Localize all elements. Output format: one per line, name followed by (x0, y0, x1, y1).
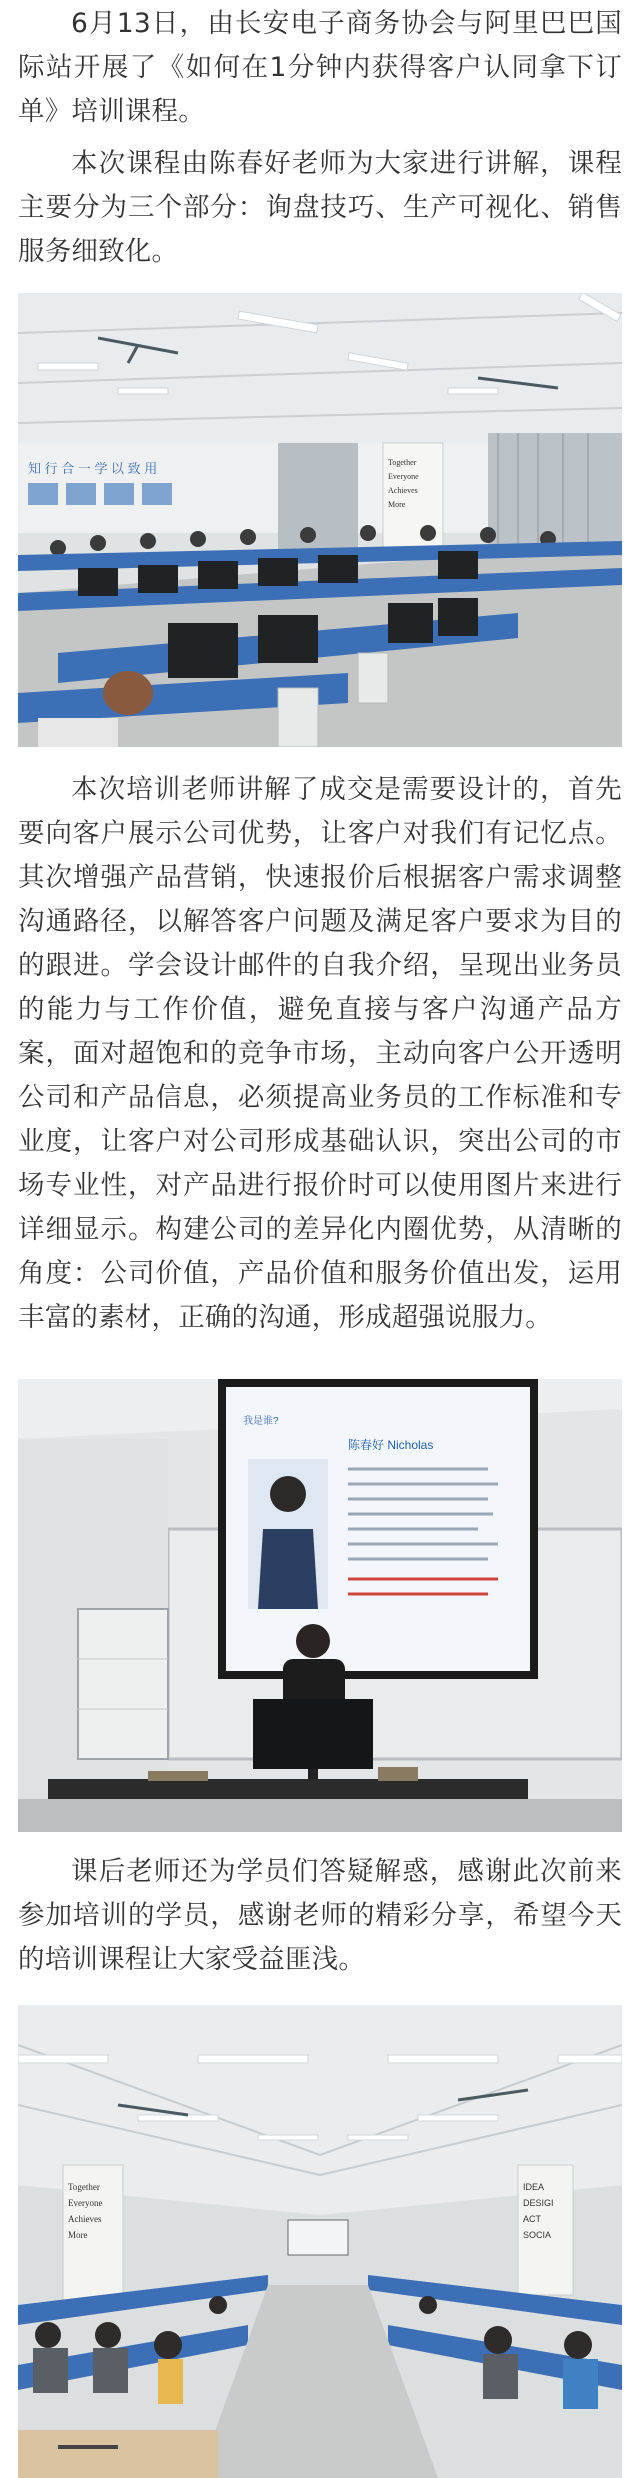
photo-classroom-rear-view (18, 2005, 622, 2478)
rear-banner-right-word-4: SOCIA (523, 2230, 552, 2240)
banner-word-4: More (388, 500, 406, 509)
rear-banner-left-word-1: Together (68, 2182, 100, 2192)
rear-banner-right-word-1: IDEA (523, 2182, 545, 2192)
rear-banner-left-word-3: Achieves (68, 2214, 102, 2224)
classroom-illustration (18, 293, 622, 747)
banner-word-3: Achieves (388, 486, 418, 495)
presentation-illustration (18, 1379, 622, 1832)
rear-banner-left-word-2: Everyone (68, 2198, 103, 2208)
rear-banner-right-word-2: DESIGI (523, 2198, 554, 2208)
rear-banner-left-word-4: More (68, 2230, 88, 2240)
photo-classroom-computers (18, 293, 622, 747)
paragraph-closing: 课后老师还为学员们答疑解惑，感谢此次前来参加培训的学员，感谢老师的精彩分享，希望今天的培训课程让大家受益匪浅。 (18, 1856, 622, 1975)
slide-heading: 陈春好 Nicholas (348, 1438, 434, 1452)
rear-classroom-illustration (18, 2005, 622, 2478)
paragraph-course-outline: 本次课程由陈春好老师为大家进行讲解，课程主要分为三个部分：询盘技巧、生产可视化、销售服务细致化。 (18, 148, 622, 267)
paragraph-training-content: 本次培训老师讲解了成交是需要设计的，首先要向客户展示公司优势，让客户对我们有记忆点。其次增强产品营销，快速报价后根据客户需求调整沟通路径，以解答客户问题及满足客户要求为目的的跟进。学会设计邮件的自我介绍，呈现出业务员的能力与工作价值，避免直接与客户沟通产品方案，面对超饱和的竞争市场，主动向客户公开透明公司和产品信息，必须提高业务员的工作标准和专业度，让客户对公司形成基础认识，突出公司的市场专业性，对产品进行报价时可以使用图片来进行详细显示。构建公司的差异化内圈优势，从清晰的角度：公司价值，产品价值和服务价值出发，运用丰富的素材，正确的沟通，形成超强说服力。 (18, 774, 622, 1333)
banner-word-1: Together (388, 458, 417, 467)
paragraph-intro: 6月13日，由长安电子商务协会与阿里巴巴国际站开展了《如何在1分钟内获得客户认同拿下订单》培训课程。 (18, 8, 622, 127)
banner-word-2: Everyone (388, 472, 419, 481)
photo-teacher-presenting (18, 1379, 622, 1832)
rear-banner-right-word-3: ACT (523, 2214, 541, 2224)
slide-corner-label: 我是谁? (243, 1416, 279, 1427)
wall-slogan: 知 行 合 一 学 以 致 用 (28, 461, 158, 476)
